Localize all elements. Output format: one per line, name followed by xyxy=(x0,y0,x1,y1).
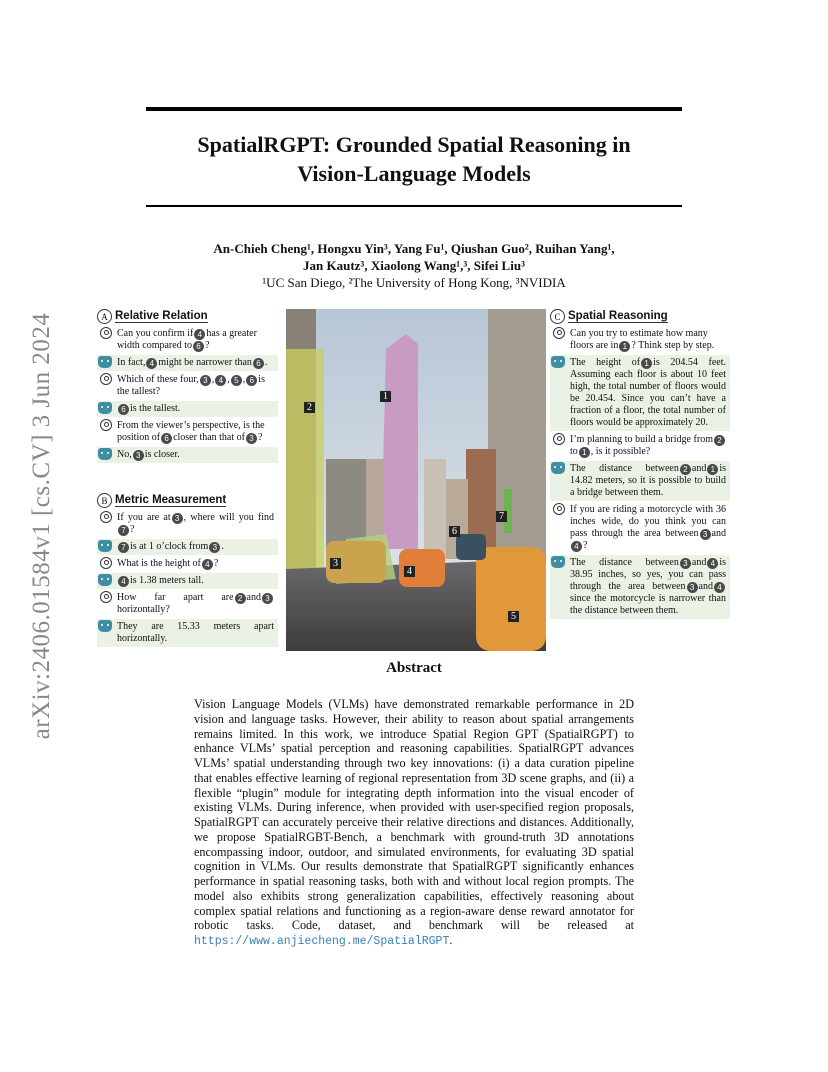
affiliations: ¹UC San Diego, ²The University of Hong Kong, ³NVIDIA xyxy=(262,275,566,290)
region-badge: 4 xyxy=(215,375,226,386)
street-scene-svg xyxy=(286,309,546,651)
user-icon xyxy=(100,373,112,385)
panel-a-title: Relative Relation xyxy=(115,310,208,322)
region-label-7: 7 xyxy=(496,511,507,522)
region-badge: 6 xyxy=(253,358,264,369)
robot-icon xyxy=(98,448,112,460)
chat-bot-message: In fact, 4 might be narrower than 6 . xyxy=(97,355,278,371)
robot-icon xyxy=(551,356,565,368)
region-badge: 3 xyxy=(133,450,144,461)
title-bottom-rule xyxy=(146,205,682,207)
panel-b-title: Metric Measurement xyxy=(115,494,227,506)
chat-bot-message: 6 is the tallest. xyxy=(97,401,278,417)
chat-user-message: If you are riding a motorcycle with 36 inches wide, do you think you can pass through the area between 3 and4 ? xyxy=(550,502,730,554)
author-list xyxy=(146,240,682,274)
region-label-6: 6 xyxy=(449,526,460,537)
robot-icon xyxy=(98,574,112,586)
region-badge: 6 xyxy=(193,341,204,352)
panel-relative-relation xyxy=(97,309,278,464)
panel-c-letter: C xyxy=(550,309,565,324)
region-badge: 1 xyxy=(707,464,718,475)
chat-user-message: Can you confirm if 4 has a greater width compared to 6 ? xyxy=(97,326,278,354)
abstract-text: Vision Language Models (VLMs) have demonstrated remarkable performance in 2D vision and language tasks. However, their ability to reason about spatial arrangements remains limited. In this work, we introduce Spatial Region GPT (SpatialRGPT) to enhance VLMs’ spatial perception and reasoning capabilities. SpatialRGPT advances VLMs’ spatial understanding through two key innovations: (i) a data curation pipeline that enables effective learning of regional representation from 3D scene graphs, and (ii) a flexible “plugin” module for integrating depth information into the visual encoder of existing VLMs. During inference, when provided with user-specified region proposals, SpatialRGPT can accurately perceive their relative directions and distances. Additionally, we propose SpatialRGBT-Bench, a benchmark with ground-truth 3D annotations encompassing indoor, outdoor, and simulated environments, for evaluating 3D spatial cognition in VLMs. Our results demonstrate that SpatialRGPT significantly enhances performance in spatial reasoning tasks, both with and without local region prompts. The model also exhibits strong generalization capabilities, effectively reasoning about complex spatial relations and functioning as a region-aware dense reward annotator for robotic tasks. Code, dataset, and benchmark will be released at xyxy=(194,697,634,933)
robot-icon xyxy=(98,402,112,414)
region-badge: 7 xyxy=(118,542,129,553)
region-badge: 3 xyxy=(700,529,711,540)
region-badge: 2 xyxy=(714,435,725,446)
user-icon xyxy=(100,557,112,569)
region-label-4: 4 xyxy=(404,566,415,577)
abstract-heading: Abstract xyxy=(386,660,442,676)
chat-user-message: If you are at 3 , where will you find7 ? xyxy=(97,510,278,538)
region-label-1: 1 xyxy=(380,391,391,402)
region-badge: 3 xyxy=(172,513,183,524)
chat-bot-message: No, 3 is closer. xyxy=(97,447,278,463)
region-badge: 4 xyxy=(571,541,582,552)
region-badge: 1 xyxy=(619,341,630,352)
region-badge: 1 xyxy=(579,447,590,458)
region-badge: 3 xyxy=(246,433,257,444)
region-label-5: 5 xyxy=(508,611,519,622)
authors-line-2: Jan Kautz³, Xiaolong Wang¹,³, Sifei Liu³ xyxy=(303,258,525,273)
arxiv-stamp: arXiv:2406.01584v1 [cs.CV] 3 Jun 2024 xyxy=(28,312,55,740)
chat-bot-message: The distance between 3 and 4 is 38.95 inches, so yes, you can pass through the area between 3 and 4since the motorcycle is narrower than the distance between them. xyxy=(550,555,730,619)
region-label-3: 3 xyxy=(330,558,341,569)
panel-spatial-reasoning xyxy=(550,309,730,620)
panel-b-letter: B xyxy=(97,493,112,508)
title-top-rule xyxy=(146,107,682,111)
chat-bot-message: The height of 1 is 204.54 feet. Assuming each floor is about 10 feet high, the total number of floors would be 20.454. Since you can’t have a fraction of a floor, the total number of floors would be approximately 20. xyxy=(550,355,730,431)
region-badge: 4 xyxy=(118,576,129,587)
region-badge: 3 xyxy=(209,542,220,553)
abstract-end: . xyxy=(449,933,453,947)
project-link[interactable]: https://www.anjiecheng.me/SpatialRGPT xyxy=(194,935,450,948)
chat-user-message: What is the height of 4 ? xyxy=(97,556,278,572)
authors-line-1: An-Chieh Cheng¹, Hongxu Yin³, Yang Fu¹, Qiushan Guo², Ruihan Yang¹, xyxy=(213,241,615,256)
region-badge: 4 xyxy=(146,358,157,369)
region-badge: 6 xyxy=(246,375,257,386)
user-icon xyxy=(100,327,112,339)
region-badge: 5 xyxy=(231,375,242,386)
region-badge: 4 xyxy=(194,329,205,340)
chat-bot-message: They are 15.33 meters apart horizontally. xyxy=(97,619,278,647)
chat-user-message: Which of these four, 3 , 4 , 5 , 6 is the tallest? xyxy=(97,372,278,400)
robot-icon xyxy=(98,356,112,368)
panel-c-header xyxy=(550,309,730,324)
region-badge: 3 xyxy=(200,375,211,386)
chat-user-message: I’m planning to build a bridge from 2to 1 , is it possible? xyxy=(550,432,730,460)
title-line-1: SpatialRGPT: Grounded Spatial Reasoning in xyxy=(197,132,631,157)
chat-user-message: From the viewer’s perspective, is the position of 6 closer than that of 3 ? xyxy=(97,418,278,446)
robot-icon xyxy=(551,462,565,474)
user-icon xyxy=(553,503,565,515)
chat-user-message: Can you try to estimate how many floors are in 1 ? Think step by step. xyxy=(550,326,730,354)
panel-a-header xyxy=(97,309,278,324)
region-badge: 2 xyxy=(235,593,246,604)
region-badge: 4 xyxy=(707,558,718,569)
chat-user-message: How far apart are 2 and 3horizontally? xyxy=(97,590,278,618)
robot-icon xyxy=(551,556,565,568)
panel-a-letter: A xyxy=(97,309,112,324)
robot-icon xyxy=(98,620,112,632)
user-icon xyxy=(100,419,112,431)
user-icon xyxy=(553,433,565,445)
region-badge: 4 xyxy=(714,582,725,593)
panel-b-header xyxy=(97,493,278,508)
robot-icon xyxy=(98,540,112,552)
street-scene-image xyxy=(286,309,546,651)
chat-bot-message: The distance between 2 and 1 is 14.82 meters, so it is possible to build a bridge between them. xyxy=(550,461,730,501)
chat-bot-message: 4 is 1.38 meters tall. xyxy=(97,573,278,589)
region-badge: 6 xyxy=(118,404,129,415)
user-icon xyxy=(100,591,112,603)
region-badge: 6 xyxy=(161,433,172,444)
region-badge: 1 xyxy=(641,358,652,369)
panel-c-title: Spatial Reasoning xyxy=(568,310,668,322)
user-icon xyxy=(100,511,112,523)
region-badge: 7 xyxy=(118,525,129,536)
abstract-body xyxy=(194,697,634,950)
chat-bot-message: 7 is at 1 o’clock from 3 . xyxy=(97,539,278,555)
title-line-2: Vision-Language Models xyxy=(297,161,531,186)
region-badge: 3 xyxy=(262,593,273,604)
paper-title xyxy=(146,130,682,188)
region-badge: 4 xyxy=(202,559,213,570)
region-label-2: 2 xyxy=(304,402,315,413)
region-badge: 3 xyxy=(680,558,691,569)
user-icon xyxy=(553,327,565,339)
region-badge: 2 xyxy=(680,464,691,475)
panel-metric-measurement xyxy=(97,493,278,648)
region-badge: 3 xyxy=(687,582,698,593)
